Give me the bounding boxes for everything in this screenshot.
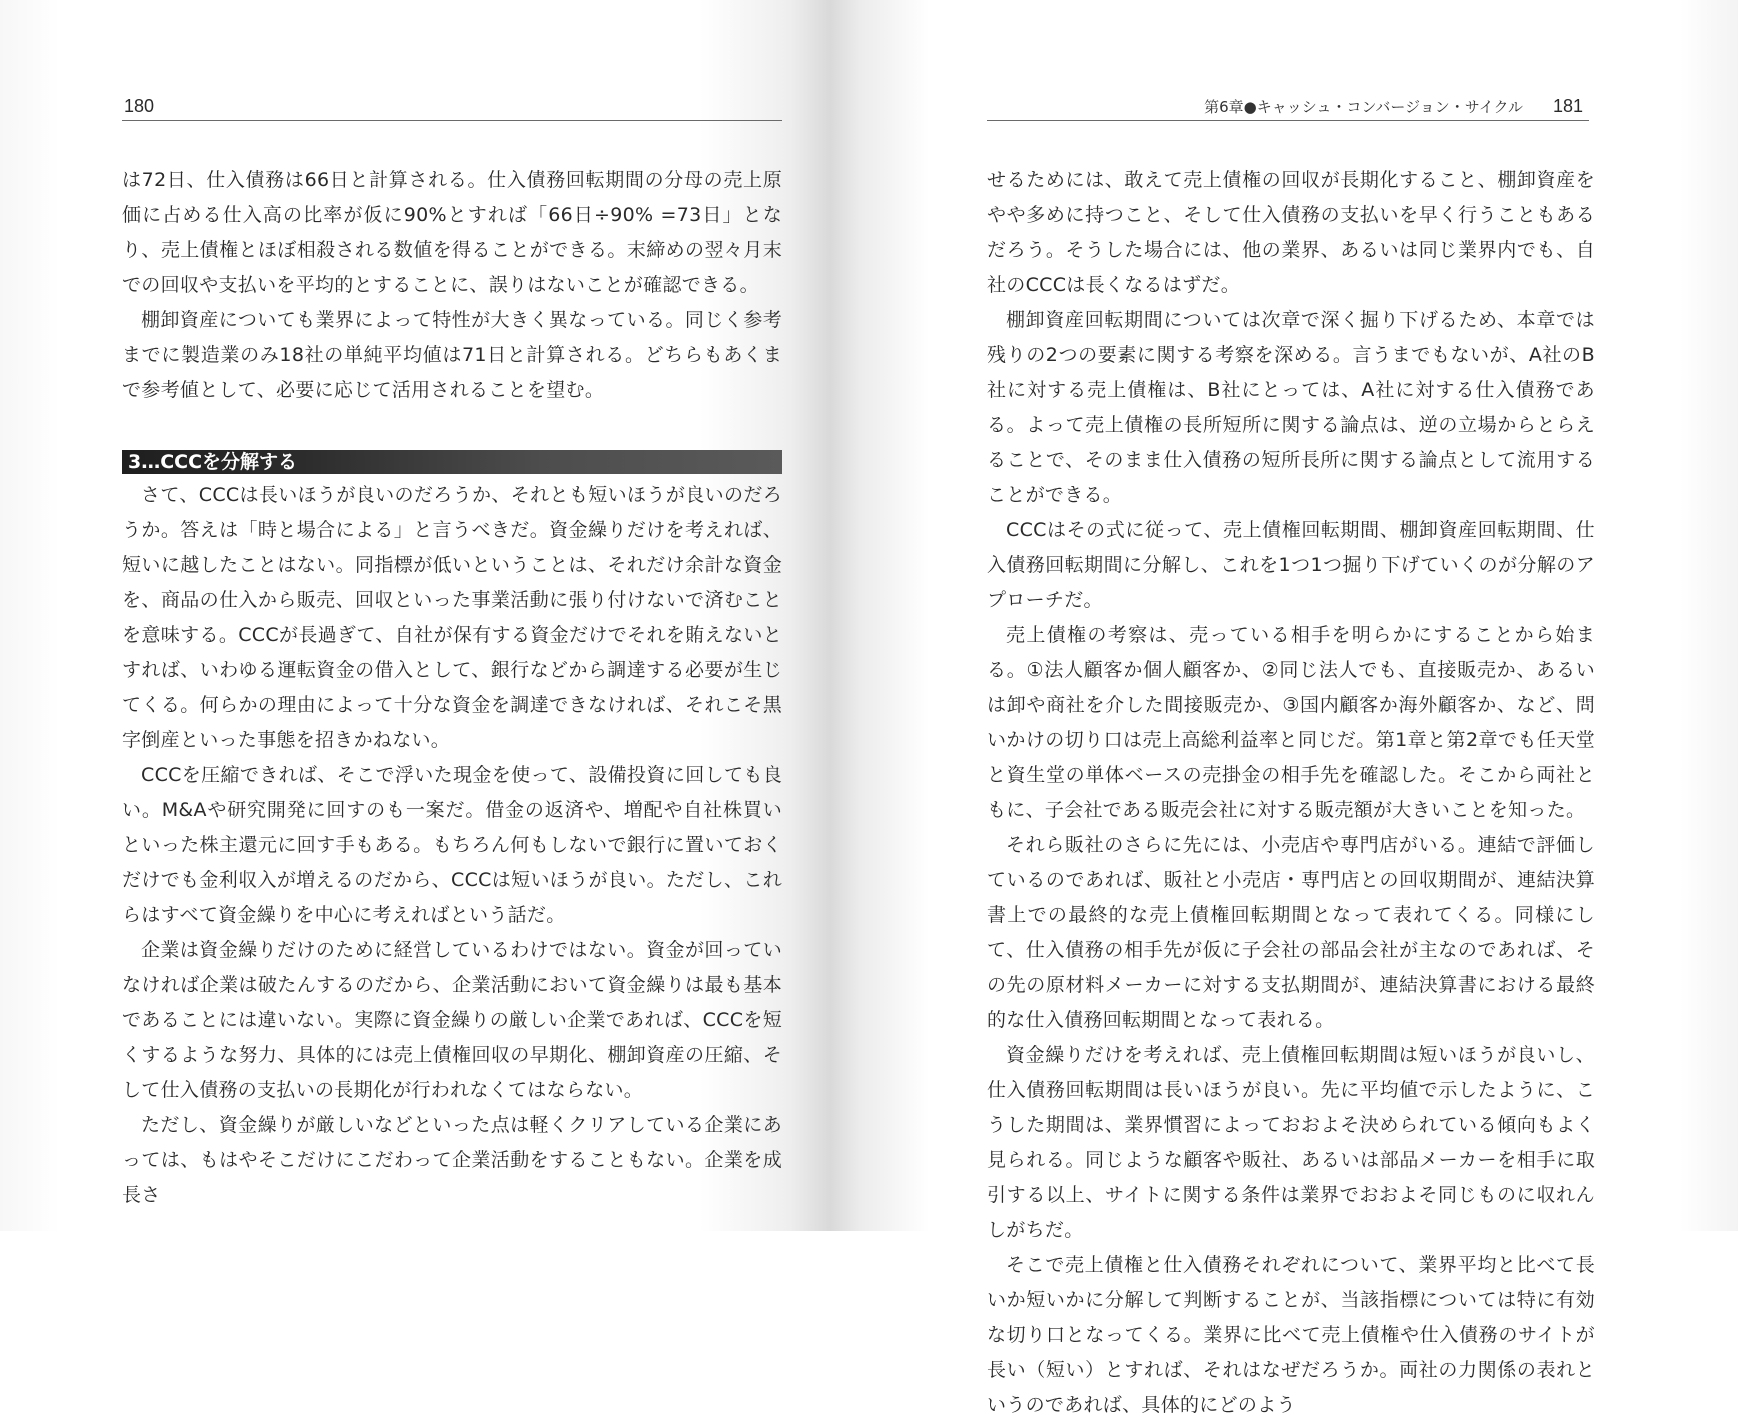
page-number: 181: [1552, 96, 1583, 116]
paragraph: そこで売上債権と仕入債務それぞれについて、業界平均と比べて長いか短いかに分解して判断することが、当該指標については特に有効な切り口となってくる。業界に比べて売上債権や仕入債務のサイトが長い（短い）とすれば、それはなぜだろうか。両社の力関係の表れというのであれば、具体的にどのよう: [987, 1254, 1595, 1416]
body-text: [987, 163, 1595, 1423]
body-text: [122, 478, 782, 1213]
paragraph: 企業は資金繰りだけのために経営しているわけではない。資金が回っていなければ企業は破たんするのだから、企業活動において資金繰りは最も基本であることには違いない。実際に資金繰りの厳しい企業であれば、CCCを短くするような努力、具体的には売上債権回収の早期化、棚卸資産の圧縮、そして仕入債務の支払いの長期化が行われなくてはならない。: [122, 939, 782, 1101]
paragraph: せるためには、敢えて売上債権の回収が長期化すること、棚卸資産をやや多めに持つこと、そして仕入債務の支払いを早く行うこともあるだろう。そうした場合には、他の業界、あるいは同じ業界内でも、自社のCCCは長くなるはずだ。: [987, 169, 1595, 296]
paragraph: さて、CCCは長いほうが良いのだろうか、それとも短いほうが良いのだろうか。答えは「時と場合による」と言うべきだ。資金繰りだけを考えれば、短いに越したことはない。同指標が低いということは、それだけ余計な資金を、商品の仕入から販売、回収といった事業活動に張り付けないで済むことを意味する。CCCが長過ぎて、自社が保有する資金だけでそれを賄えないとすれば、いわゆる運転資金の借入として、銀行などから調達する必要が生じてくる。何らかの理由によって十分な資金を調達できなければ、それこそ黒字倒産といった事態を招きかねない。: [122, 484, 782, 751]
running-head: [122, 92, 782, 121]
right-page: [869, 0, 1738, 1416]
paragraph: 売上債権の考察は、売っている相手を明らかにすることから始まる。①法人顧客か個人顧客か、②同じ法人でも、直接販売か、あるいは卸や商社を介した間接販売か、③国内顧客か海外顧客か、など、問いかけの切り口は売上高総利益率と同じだ。第1章と第2章でも任天堂と資生堂の単体ベースの売掛金の相手先を確認した。そこから両社ともに、子会社である販売会社に対する販売額が大きいことを知った。: [987, 624, 1595, 821]
paragraph: CCCを圧縮できれば、そこで浮いた現金を使って、設備投資に回しても良い。M&Aや研究開発に回すのも一案だ。借金の返済や、増配や自社株買いといった株主還元に回す手もある。もちろん何もしないで銀行に置いておくだけでも金利収入が増えるのだから、CCCは短いほうが良い。ただし、これらはすべて資金繰りを中心に考えればという話だ。: [122, 764, 782, 926]
chapter-title: 第6章●キャッシュ・コンバージョン・サイクル: [1204, 98, 1523, 116]
paragraph: それら販社のさらに先には、小売店や専門店がいる。連結で評価しているのであれば、販社と小売店・専門店との回収期間が、連結決算書上での最終的な売上債権回転期間となって表れてくる。同様にして、仕入債務の相手先が仮に子会社の部品会社が主なのであれば、その先の原材料メーカーに対する支払期間が、連結決算書における最終的な仕入債務回転期間となって表れる。: [987, 834, 1595, 1031]
paragraph: 資金繰りだけを考えれば、売上債権回転期間は短いほうが良いし、仕入債務回転期間は長いほうが良い。先に平均値で示したように、こうした期間は、業界慣習によっておおよそ決められている傾向もよく見られる。同じような顧客や販社、あるいは部品メーカーを相手に取引する以上、サイトに関する条件は業界でおおよそ同じものに収れんしがちだ。: [987, 1044, 1595, 1241]
paragraph: 棚卸資産についても業界によって特性が大きく異なっている。同じく参考までに製造業のみ18社の単純平均値は71日と計算される。どちらもあくまで参考値として、必要に応じて活用されることを望む。: [122, 309, 782, 401]
section-heading: 3…CCCを分解する: [122, 450, 782, 474]
paragraph: 棚卸資産回転期間については次章で深く掘り下げるため、本章では残りの2つの要素に関する考察を深める。言うまでもないが、A社のB社に対する売上債権は、B社にとっては、A社に対する仕入債務である。よって売上債権の長所短所に関する論点は、逆の立場からとらえることで、そのまま仕入債務の短所長所に関する論点として流用することができる。: [987, 309, 1595, 506]
paragraph: CCCはその式に従って、売上債権回転期間、棚卸資産回転期間、仕入債務回転期間に分解し、これを1つ1つ掘り下げていくのが分解のアプローチだ。: [987, 519, 1595, 611]
left-page: [0, 0, 869, 1231]
paragraph: は72日、仕入債務は66日と計算される。仕入債務回転期間の分母の売上原価に占める仕入高の比率が仮に90%とすれば「66日÷90% =73日」となり、売上債権とほぼ相殺される数値を得ることができる。末締めの翌々月末での回収や支払いを平均的とすることに、誤りはないことが確認できる。: [122, 169, 782, 296]
paragraph: ただし、資金繰りが厳しいなどといった点は軽くクリアしている企業にあっては、もはやそこだけにこだわって企業活動をすることもない。企業を成長さ: [122, 1114, 782, 1206]
running-head: [987, 92, 1589, 121]
body-text: [122, 163, 782, 408]
page-number: 180: [124, 96, 155, 116]
